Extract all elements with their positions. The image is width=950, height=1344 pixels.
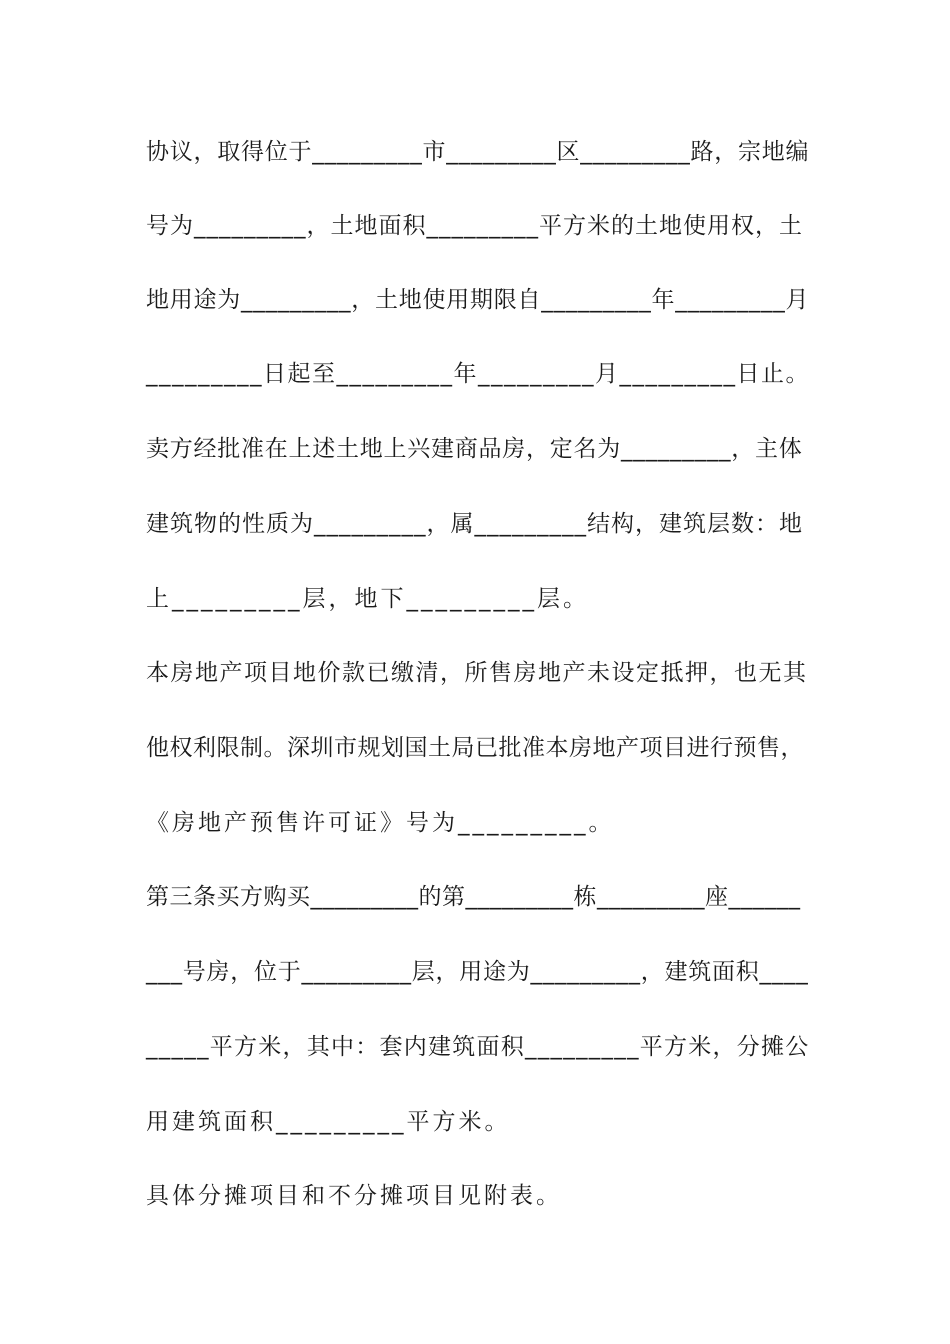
text-line-10: 《房地产预售许可证》号为_________。 <box>146 810 615 836</box>
text-line-12: ___号房，位于_________层，用途为_________，建筑面积____ <box>146 959 809 985</box>
text-line-8: 本房地产项目地价款已缴清，所售房地产未设定抵押，也无其 <box>146 660 808 686</box>
text-line-1: 协议，取得位于_________市_________区_________路，宗地编 <box>146 139 810 165</box>
text-line-5: 卖方经批准在上述土地上兴建商品房，定名为_________，主体 <box>146 436 803 462</box>
text-line-15: 具体分摊项目和不分摊项目见附表。 <box>146 1183 562 1209</box>
text-line-11: 第三条买方购买_________的第_________栋_________座______ <box>146 884 801 910</box>
text-line-13: _____平方米，其中：套内建筑面积_________平方米，分摊公 <box>146 1034 810 1060</box>
text-line-6: 建筑物的性质为_________，属_________结构，建筑层数：地 <box>146 511 803 537</box>
text-line-2: 号为_________，土地面积_________平方米的土地使用权，土 <box>146 213 803 239</box>
text-line-7: 上_________层，地下_________层。 <box>146 586 589 612</box>
text-line-4: _________日起至_________年_________月_________日止。 <box>146 361 810 387</box>
text-line-3: 地用途为_________，土地使用期限自_________年_________月 <box>146 287 810 313</box>
text-line-14: 用建筑面积_________平方米。 <box>146 1109 511 1135</box>
text-line-9: 他权利限制。深圳市规划国土局已批准本房地产项目进行预售， <box>146 735 804 761</box>
